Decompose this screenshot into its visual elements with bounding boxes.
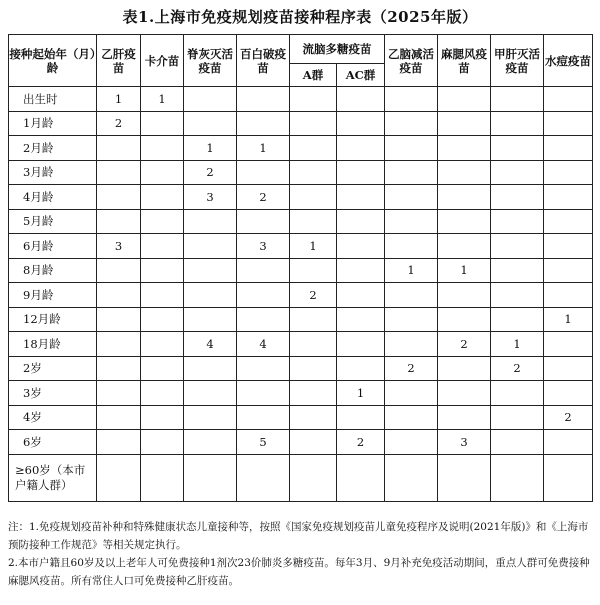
dose-cell: [97, 405, 141, 430]
age-cell: 出生时: [9, 87, 97, 112]
header-hepb: 乙肝疫苗: [97, 35, 141, 87]
dose-cell: [141, 405, 184, 430]
dose-cell: [491, 185, 544, 210]
dose-cell: [337, 405, 385, 430]
dose-cell: [385, 185, 438, 210]
age-cell: 2月龄: [9, 136, 97, 161]
dose-cell: [337, 283, 385, 308]
dose-cell: [97, 136, 141, 161]
dose-cell: [337, 234, 385, 259]
age-cell: 6月龄: [9, 234, 97, 259]
dose-cell: [184, 87, 237, 112]
dose-cell: [237, 160, 290, 185]
header-dtap: 百白破疫苗: [237, 35, 290, 87]
dose-cell: [491, 136, 544, 161]
dose-cell: [141, 454, 184, 501]
header-age: 接种起始年（月）龄: [9, 35, 97, 87]
dose-cell: [237, 356, 290, 381]
age-cell: 3月龄: [9, 160, 97, 185]
table-row: [9, 307, 593, 332]
dose-cell: [491, 430, 544, 455]
age-cell: 3岁: [9, 381, 97, 406]
dose-cell: [438, 356, 491, 381]
dose-cell: [290, 332, 337, 357]
dose-cell: [184, 405, 237, 430]
dose-cell: 1: [491, 332, 544, 357]
dose-cell: [184, 283, 237, 308]
dose-cell: [141, 160, 184, 185]
dose-cell: [290, 160, 337, 185]
age-cell: 1月龄: [9, 111, 97, 136]
dose-cell: [491, 454, 544, 501]
age-cell: 2岁: [9, 356, 97, 381]
dose-cell: [141, 185, 184, 210]
dose-cell: [141, 258, 184, 283]
dose-cell: [290, 405, 337, 430]
dose-cell: [237, 405, 290, 430]
dose-cell: [97, 283, 141, 308]
dose-cell: [544, 234, 593, 259]
dose-cell: [544, 283, 593, 308]
age-cell: 8月龄: [9, 258, 97, 283]
dose-cell: [544, 136, 593, 161]
table-row: [9, 405, 593, 430]
dose-cell: [385, 209, 438, 234]
dose-cell: [544, 87, 593, 112]
dose-cell: [184, 356, 237, 381]
schedule-table-wrapper: [8, 34, 592, 502]
dose-cell: 2: [385, 356, 438, 381]
age-cell: 4月龄: [9, 185, 97, 210]
page-title: 表1.上海市免疫规划疫苗接种程序表（2025年版）: [122, 8, 478, 26]
dose-cell: [385, 430, 438, 455]
dose-cell: [385, 111, 438, 136]
dose-cell: [385, 234, 438, 259]
dose-cell: [438, 234, 491, 259]
dose-cell: 1: [237, 136, 290, 161]
dose-cell: [385, 405, 438, 430]
dose-cell: [438, 185, 491, 210]
dose-cell: [290, 185, 337, 210]
dose-cell: [438, 454, 491, 501]
dose-cell: [97, 307, 141, 332]
dose-cell: [337, 87, 385, 112]
dose-cell: [385, 307, 438, 332]
dose-cell: [237, 307, 290, 332]
table-row: [9, 111, 593, 136]
age-cell: 6岁: [9, 430, 97, 455]
dose-cell: [290, 87, 337, 112]
vaccine-schedule-table: [8, 34, 593, 502]
dose-cell: 1: [385, 258, 438, 283]
dose-cell: [290, 111, 337, 136]
dose-cell: [491, 87, 544, 112]
dose-cell: [491, 160, 544, 185]
header-mening-a: A群: [290, 64, 337, 87]
dose-cell: [184, 258, 237, 283]
dose-cell: [385, 87, 438, 112]
age-cell: 5月龄: [9, 209, 97, 234]
dose-cell: [337, 209, 385, 234]
dose-cell: [385, 381, 438, 406]
table-row: [9, 136, 593, 161]
dose-cell: [544, 111, 593, 136]
dose-cell: [337, 258, 385, 283]
dose-cell: [385, 332, 438, 357]
dose-cell: [184, 209, 237, 234]
dose-cell: [141, 209, 184, 234]
table-row: [9, 209, 593, 234]
dose-cell: [337, 356, 385, 381]
dose-cell: [237, 454, 290, 501]
header-je: 乙脑减活疫苗: [385, 35, 438, 87]
dose-cell: 2: [184, 160, 237, 185]
dose-cell: [141, 332, 184, 357]
dose-cell: 4: [237, 332, 290, 357]
dose-cell: [141, 111, 184, 136]
dose-cell: [544, 454, 593, 501]
dose-cell: [97, 381, 141, 406]
dose-cell: 2: [290, 283, 337, 308]
dose-cell: [385, 454, 438, 501]
dose-cell: [491, 111, 544, 136]
dose-cell: 1: [184, 136, 237, 161]
dose-cell: [237, 283, 290, 308]
footnotes: [8, 518, 592, 590]
dose-cell: [491, 209, 544, 234]
table-row: [9, 283, 593, 308]
dose-cell: [237, 87, 290, 112]
dose-cell: [544, 332, 593, 357]
dose-cell: [290, 307, 337, 332]
footnote-1: 注：1.免疫规划疫苗补种和特殊健康状态儿童接种等，按照《国家免疫规划疫苗儿童免疫程序及说明(2021年版)》和《上海市预防接种工作规范》等相关规定执行。: [8, 521, 589, 551]
table-row: [9, 258, 593, 283]
dose-cell: 1: [544, 307, 593, 332]
dose-cell: [97, 185, 141, 210]
dose-cell: [141, 234, 184, 259]
table-row: [9, 185, 593, 210]
dose-cell: [544, 185, 593, 210]
dose-cell: 4: [184, 332, 237, 357]
dose-cell: [141, 356, 184, 381]
dose-cell: [337, 332, 385, 357]
dose-cell: [438, 283, 491, 308]
dose-cell: [290, 258, 337, 283]
dose-cell: 3: [184, 185, 237, 210]
dose-cell: 1: [290, 234, 337, 259]
dose-cell: [97, 258, 141, 283]
dose-cell: [237, 258, 290, 283]
dose-cell: [184, 430, 237, 455]
header-hepa: 甲肝灭活疫苗: [491, 35, 544, 87]
table-row: [9, 234, 593, 259]
header-polio: 脊灰灭活疫苗: [184, 35, 237, 87]
table-row: [9, 430, 593, 455]
dose-cell: [438, 87, 491, 112]
dose-cell: [337, 307, 385, 332]
footnote-2: 2.本市户籍且60岁及以上老年人可免费接种1剂次23价肺炎多糖疫苗。每年3月、9月补充免疫活动期间，重点人群可免费接种麻腮风疫苗。所有常住人口可免费接种乙肝疫苗。: [8, 557, 590, 587]
header-varicella: 水痘疫苗: [544, 35, 593, 87]
dose-cell: [97, 209, 141, 234]
dose-cell: [337, 111, 385, 136]
header-mmr: 麻腮风疫苗: [438, 35, 491, 87]
dose-cell: [337, 185, 385, 210]
dose-cell: 3: [438, 430, 491, 455]
dose-cell: [544, 258, 593, 283]
dose-cell: [97, 430, 141, 455]
dose-cell: 3: [97, 234, 141, 259]
dose-cell: [97, 332, 141, 357]
dose-cell: [141, 307, 184, 332]
header-mening-group: 流脑多糖疫苗: [290, 35, 385, 64]
table-row: [9, 454, 593, 501]
dose-cell: [438, 136, 491, 161]
dose-cell: 2: [438, 332, 491, 357]
dose-cell: [237, 381, 290, 406]
dose-cell: [544, 356, 593, 381]
dose-cell: [544, 430, 593, 455]
dose-cell: [237, 111, 290, 136]
age-cell: 4岁: [9, 405, 97, 430]
table-row: [9, 160, 593, 185]
dose-cell: [438, 307, 491, 332]
dose-cell: [290, 209, 337, 234]
age-cell: 12月龄: [9, 307, 97, 332]
table-row: [9, 332, 593, 357]
dose-cell: [544, 209, 593, 234]
dose-cell: [141, 381, 184, 406]
dose-cell: [97, 160, 141, 185]
dose-cell: [337, 160, 385, 185]
dose-cell: [491, 381, 544, 406]
dose-cell: 1: [438, 258, 491, 283]
table-row: [9, 356, 593, 381]
table-row: [9, 381, 593, 406]
dose-cell: 3: [237, 234, 290, 259]
dose-cell: 1: [337, 381, 385, 406]
dose-cell: [141, 283, 184, 308]
dose-cell: [544, 381, 593, 406]
dose-cell: 1: [97, 87, 141, 112]
header-bcg: 卡介苗: [141, 35, 184, 87]
dose-cell: [438, 381, 491, 406]
dose-cell: [438, 111, 491, 136]
dose-cell: 2: [491, 356, 544, 381]
dose-cell: [385, 160, 438, 185]
age-cell: 18月龄: [9, 332, 97, 357]
dose-cell: [141, 136, 184, 161]
dose-cell: [184, 454, 237, 501]
age-cell: ≥60岁（本市户籍人群）: [9, 454, 97, 501]
dose-cell: 2: [97, 111, 141, 136]
dose-cell: [290, 454, 337, 501]
dose-cell: [97, 454, 141, 501]
dose-cell: [491, 258, 544, 283]
dose-cell: [337, 454, 385, 501]
dose-cell: [491, 234, 544, 259]
dose-cell: [385, 136, 438, 161]
dose-cell: [290, 430, 337, 455]
dose-cell: [184, 111, 237, 136]
dose-cell: [290, 381, 337, 406]
dose-cell: [438, 405, 491, 430]
dose-cell: [290, 356, 337, 381]
dose-cell: [184, 234, 237, 259]
dose-cell: [184, 307, 237, 332]
dose-cell: [544, 160, 593, 185]
dose-cell: [184, 381, 237, 406]
dose-cell: [491, 405, 544, 430]
dose-cell: [97, 356, 141, 381]
dose-cell: 2: [337, 430, 385, 455]
dose-cell: 5: [237, 430, 290, 455]
dose-cell: [385, 283, 438, 308]
dose-cell: [438, 160, 491, 185]
table-row: [9, 87, 593, 112]
header-mening-ac: AC群: [337, 64, 385, 87]
dose-cell: [290, 136, 337, 161]
dose-cell: 2: [237, 185, 290, 210]
dose-cell: [491, 283, 544, 308]
dose-cell: [337, 136, 385, 161]
dose-cell: 1: [141, 87, 184, 112]
dose-cell: [438, 209, 491, 234]
age-cell: 9月龄: [9, 283, 97, 308]
dose-cell: [491, 307, 544, 332]
dose-cell: [141, 430, 184, 455]
dose-cell: [237, 209, 290, 234]
dose-cell: 2: [544, 405, 593, 430]
